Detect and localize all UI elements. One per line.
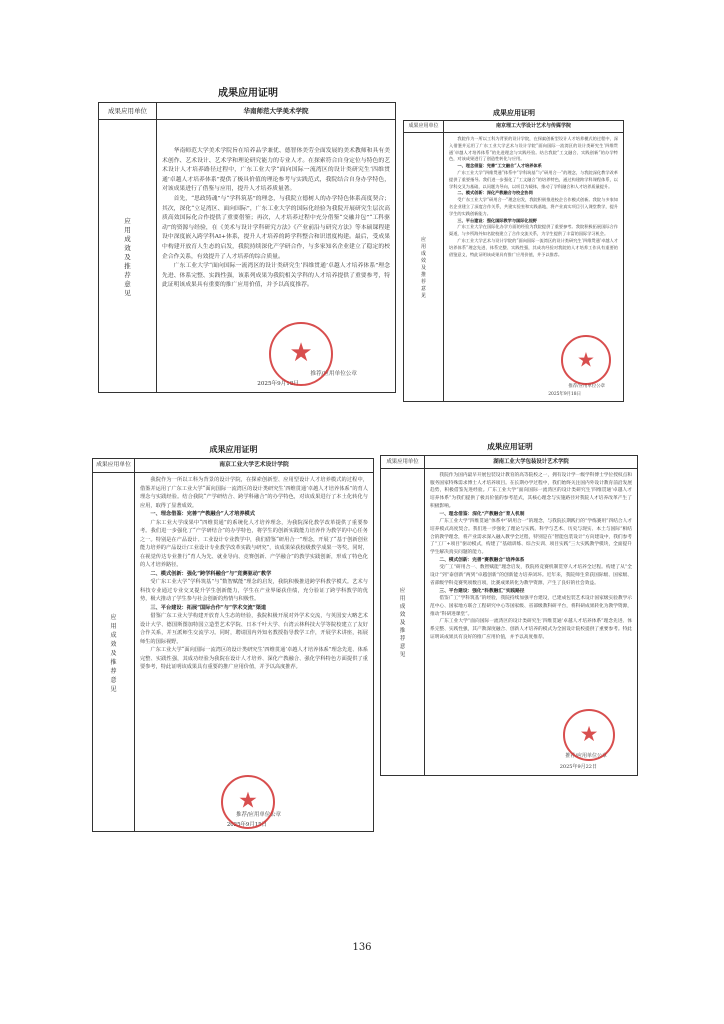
section-heading: 三、平台建设：拓展“国际合作”与“学术交流”渠道 — [150, 604, 267, 611]
section-heading: 二、模式创新：深化产教融合与校企协同 — [457, 190, 533, 196]
paragraph: 借鉴广东工业大学构建开放育人生态的经验，我院积极开展对外学术交流，与英国安大略艺术设计大学、德国斯图加特国立造型艺术学院、日本千叶大学、台湾云林科技大学等院校建立了友好合作关系，并互派师生交流学习。同时，聘请国内外知名教授指导教学工作，开展学术讲座，拓展师生的国际视野。 — [140, 613, 368, 645]
paragraph: 我院作为国内最早开展包装设计教育的高等院校之一，拥有设计学一级学科博士学位授权点和服务国家特殊需求博士人才培养项目。在长期办学过程中，我们始终关注国内外设计教育前沿发展趋势，积极借鉴先进经验。广东工业大学“面向国际一流湾区的设计类研究生‘四维贯通’卓越人才培养体系”为我们提供了极具价值的参考范式，其核心理念与实施路径对我院人才培养改革产生了积极影响。 — [430, 473, 632, 509]
paragraph: 我院作为一所以工科为背景的设计学院，在探索创新型设计人才培养模式的过程中，深入借鉴并运用了广东工业大学艺术与设计学院“面向国际一流湾区的设计类研究生‘四维贯通’卓越人才培养体系”的先进理念与实践经验。结合我院“工文融合、实践创新”的办学特色，对该成果进行了创造性转化与应用。 — [449, 136, 618, 162]
recommendation-cell — [444, 133, 624, 402]
section-heading: 二、模式创新：强化“跨学科融合”与“竞赛驱动”教学 — [150, 570, 272, 577]
seal-star-icon: ★ — [577, 347, 595, 372]
paragraph: 广东工业大学“四维贯通”体系中“研用合一”的理念，与我院长期践行的“学练赛用”四结合人才培养模式高度契合。我们进一步强化了理论与实践、科学与艺术、历史与现实、本土与国际“相结合的教学理念，将产业需求深入融入教学全过程，特别是在“智能包装设计”方向建设中，我们参考了“工厂+项目”驱动模式，构建了“基础训练、综合实训、项目实践”三大实践教学模块，全面提升学生解决真实问题的能力。 — [430, 519, 632, 556]
paragraph: 我院作为一所以工科为背景的设计学院，在探索创新型、应用型设计人才培养模式的过程中，借鉴并运用了广东工业大学“面向国际一流湾区的设计类研究生‘四维贯通’卓越人才培养体系”的育人理念与实践经验。结合我院“产学研结合、跨学科融合”的办学特色，对该成果进行了本土化转化与应用，取得了显著成效。 — [140, 477, 368, 509]
recommendation-body — [444, 133, 623, 401]
signature-date: 2025年9月15日 — [226, 821, 267, 828]
certificate-title: 成果应用证明 — [209, 444, 258, 454]
certificate-2 — [403, 108, 625, 408]
side-label: 应 用 成 效 及 推 荐 意 见 — [93, 473, 135, 832]
recommendation-cell — [157, 120, 396, 393]
paragraph: 广东工业大学“四维贯通”体系中“学科筑基”与“研用合一”的理念，与我院深化教学改革提供了重要指导。我们进一步强化了“工文融合”的培养特色，通过构建跨学科课程体系，以学科交叉为基础，以问题为导向，以项目为载体，推动了学科融合和人才培养质量提升。 — [449, 169, 618, 189]
paragraph: 华南师范大学美术学院旨在培养品学兼优、德智体美劳全面发展的美术教师和具有美术创作、艺术设计、艺术学和理论研究能力的专业人才。在探索符合自身定位与特色的艺术设计人才培养路径过程中，广东工业大学“面向国际一流湾区的设计类研究生‘四维贯通’卓越人才培养体系”提供了极具价值的理论参考与实践范式，我院结合自身办学特色，对该成果进行了借鉴与应用，提升人才培养质量著。 — [162, 148, 390, 193]
unit-label: 成果应用单位 — [99, 103, 157, 120]
paragraph: 受广东工业大学“研用合一”理念启发，我院积极推进校企合作模式创新。我院与多家知名企业建立了深度合作关系，共建实验室和实践基地，将产业真实项目引入课堂教学，提升学生的实践创新能力。 — [449, 197, 618, 216]
official-seal — [269, 322, 333, 386]
recommendation-body — [425, 469, 637, 775]
section-heading: 一、理念借鉴：完善“工文融合”人才培养体系 — [457, 163, 542, 169]
recommendation-body — [157, 120, 395, 392]
paragraph: 首先，“思政铸魂”与“学科筑基”的理念，与我院立德树人的办学特色体系高度契合；其次，深化“立足湾区、面向国际”，广东工业大学的国际化经验为我院开展研究生层次高质高效国际化合作提供了重要借鉴；再次，人才培养过程中充分借鉴“交融并包”“工科驱动”的资源与经验，在《美术与设计学科研究方法》《产业前沿与研究方法》等本硕课程建设中深度嵌入跨学科AI+体系，提升人才培养的跨学科整合和识谱度构建。最后，受成果中构建开放育人生态的启发，我院持续深化产学研合作，与多家知名企业建立了稳定的校企合作关系，有效提升了人才培养的综合质量。 — [162, 195, 390, 260]
unit-label: 成果应用单位 — [381, 456, 425, 469]
paragraph: 广东工业大学成果中“四维贯通”的系统化人才培养理念，为我院深化教学改革提供了重要参考。我们进一步强化了“产学研结合”的办学特色，将学生的创新实践能力培养作为教学的中心任务之一。特别是在产品设计、工业设计专业教学中，我们借鉴“研用合一”理念，开展了“基于创新创业能力培养的产品设计/工业设计专业教学改革实践与研究”，该成果荣获校级教学成果一等奖。同时，在视觉传达专业推行“育人为先、就业导向、竞赛创新、产学融合”的教学实践创新，形成了特色化的人才培养路径。 — [140, 519, 368, 568]
signature-label: 推荐/应用单位公章 — [565, 753, 607, 760]
certificate-title: 成果应用证明 — [493, 108, 535, 117]
official-seal — [563, 709, 615, 761]
recommendation-cell — [135, 473, 374, 832]
certificate-table — [92, 458, 374, 832]
paragraph: 广东工业大学艺术与设计学院的“面向国际一流湾区的设计类研究生‘四维贯通’卓越人才培养体系”理念先进、体系完整、实践性强，其成功经验对我院的人才培养工作具有重要的借鉴意义，特此证明该成果具有推广应用价值，并予以推荐。 — [449, 237, 618, 257]
paragraph: 广东工业大学“面向国际一流湾区的设计类研究生‘四维贯通’卓越人才培养体系”理念先进、体系完整、实践性强，其产教深度融合、创新人才培养的模式为全国设计院校提供了重要参考。特此证明该成果具有良好的推广应用价值，并予以高度推荐。 — [430, 619, 632, 640]
signature-date: 2025年9月18日 — [257, 381, 299, 388]
signature-label: 推荐/应用单位公章 — [236, 811, 281, 818]
certificate-3 — [92, 444, 375, 834]
certificate-title: 成果应用证明 — [487, 442, 533, 451]
paragraph: 广东工业大学在国际化办学方面的经验为我院提供了重要参考。我院积极拓展国际合作渠道，与多所海外知名院校建立了合作交流关系，为学生提供了丰富的国际学习机会。 — [449, 224, 618, 237]
signature-date: 2025年9月18日 — [548, 392, 581, 398]
signature-date: 2025年9月22日 — [559, 764, 597, 771]
paragraph: 广东工业大学“面向国际一流湾区的设计类研究生‘四维贯通’卓越人才培养体系”理念先进、体系完整、实践性强，其成功经验为我院在设计人才培养、深化产教融合、强化学科特色方面提供了重要参考，特此证明该成果具有重要的推广应用价值，并予以高度推荐。 — [140, 647, 368, 670]
seal-star-icon: ★ — [289, 338, 313, 369]
section-heading: 二、模式创新：完善“赛教融合”培养体系 — [439, 557, 525, 563]
paragraph: 借鉴广工“学科筑基”的经验，我院持续加强平台建设，已建成包装艺术设计国家级实验教学示范中心、国家地方联合工程研究中心等国家级、省部级教科研平台，将科研成果转化为教学资源，推动“科研进课堂”。 — [430, 596, 632, 617]
official-seal — [561, 335, 611, 385]
certificate-1 — [98, 84, 398, 414]
institution-name: 湖南工业大学包装设计艺术学院 — [425, 456, 638, 469]
section-heading: 三、平台建设：强化“科教融汇”实践路径 — [439, 588, 525, 594]
recommendation-body — [135, 473, 373, 831]
side-label: 应 用 成 效 及 推 荐 意 见 — [404, 133, 444, 402]
certificate-table — [403, 120, 624, 402]
certificate-table — [380, 455, 638, 776]
seal-star-icon: ★ — [238, 788, 258, 814]
unit-label: 成果应用单位 — [404, 121, 444, 133]
section-heading: 一、理念借鉴：深化“产教融合”育人机制 — [439, 511, 525, 517]
seal-star-icon: ★ — [579, 721, 599, 746]
certificate-4 — [380, 441, 640, 777]
official-seal — [221, 775, 275, 829]
paragraph: 广东工业大学“面向国际一流湾区的设计类研究生‘四维贯通’卓越人才培养体系”理念先进、体系完整、实践性强，该系列成果为我院相关学科的人才培养提供了重要参考，特此证明该成果具有重要的推广应用价值，并予以高度推荐。 — [162, 263, 390, 289]
institution-name: 南京理工大学设计艺术与传媒学院 — [444, 121, 624, 133]
section-heading: 一、理念借鉴：完善“产教融合”人才培养模式 — [150, 511, 255, 517]
institution-name: 南京工业大学艺术设计学院 — [135, 459, 374, 473]
side-label: 应 用 成 效 及 推 荐 意 见 — [99, 120, 157, 393]
signature-label: 推荐/应用单位公章 — [568, 384, 605, 390]
paragraph: 受广工“研用合一、数智赋能”理念启发，我院将竞赛机制贯穿人才培养全过程。构建了从“全设计”到“泰创新”两到“卓越创新”的创新能力培养闭环。近年来，我院师生荣获国际级、国家级、省部级学科竞赛奖项数百项，比赛成果转化为教学资源，产生了良好的社会效益。 — [430, 565, 632, 586]
institution-name: 华南师范大学美术学院 — [157, 103, 396, 120]
paragraph: 受广东工业大学“学科筑基”与“数智赋能”理念的启发，我院积极推进跨学科教学模式。艺术与科技专业通过专业交叉提升学生创新能力，学生在产业界屡获佳绩，充分验证了跨学科教学的优势，极大推动了学生参与社会创新的热情与积极性。 — [140, 579, 368, 602]
certificate-title: 成果应用证明 — [218, 88, 278, 99]
recommendation-cell — [425, 469, 638, 776]
side-label: 应 用 成 效 及 推 荐 意 见 — [381, 469, 425, 776]
page-number: 136 — [352, 942, 372, 953]
section-heading: 三、平台建设：强化国际教学与国际化视野 — [457, 217, 537, 223]
signature-label: 推荐/应用单位公章 — [310, 371, 357, 378]
certificate-table — [98, 102, 396, 393]
unit-label: 成果应用单位 — [93, 459, 135, 473]
